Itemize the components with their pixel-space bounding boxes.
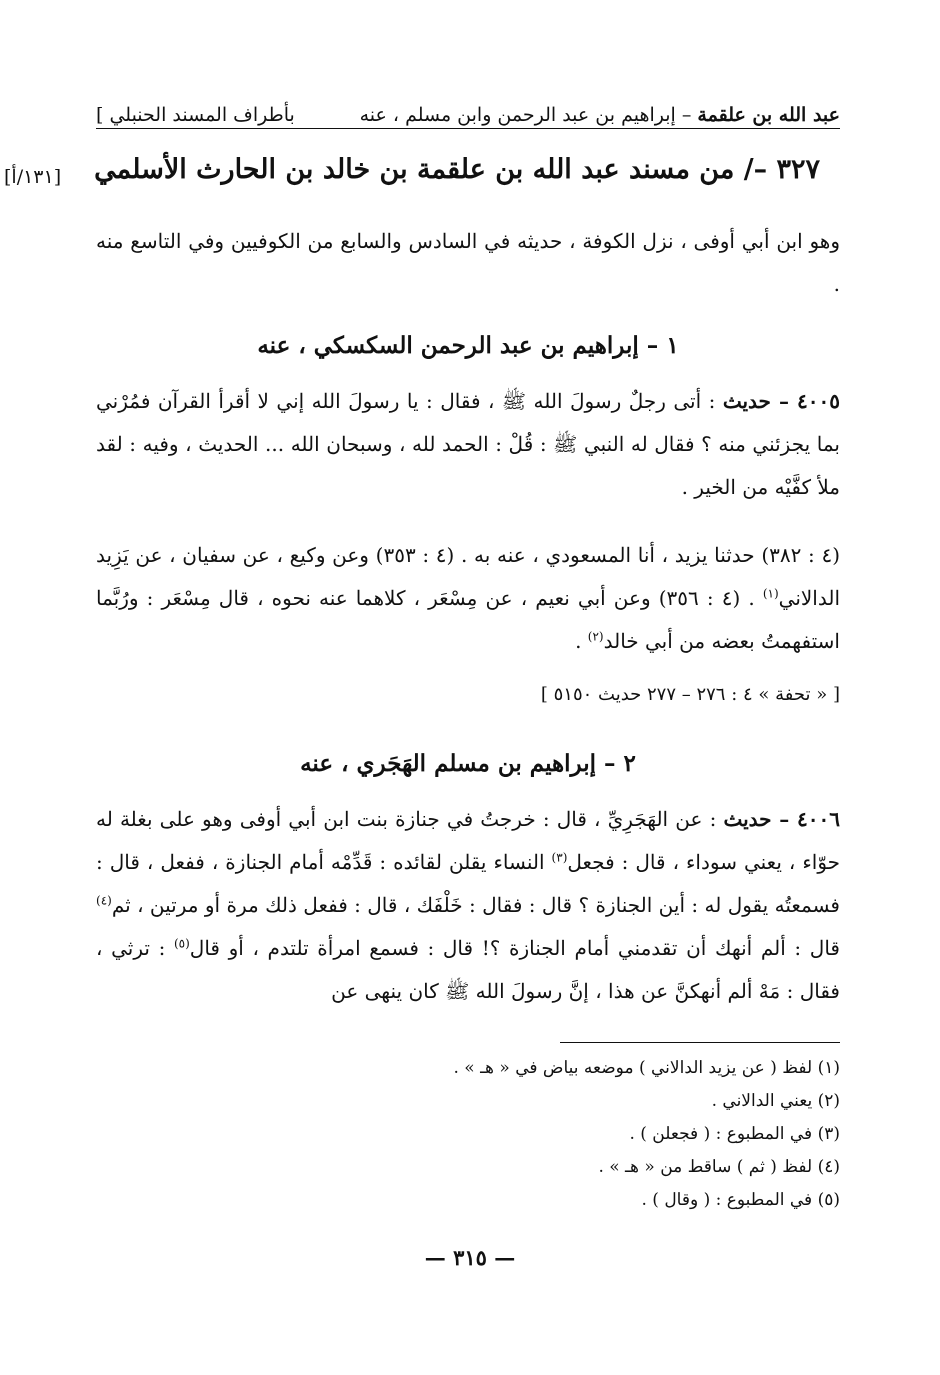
footnote-ref-3[interactable]: (٣): [551, 850, 568, 865]
subsection-title-1: ١ – إبراهيم بن عبد الرحمن السكسكي ، عنه: [257, 332, 679, 359]
subsection-title-2: ٢ – إبراهيم بن مسلم الهَجَري ، عنه: [300, 750, 636, 777]
hadith-4006: [96, 798, 840, 1013]
footnote-ref-5[interactable]: (٥): [173, 936, 190, 951]
header-names: [360, 104, 840, 126]
footnote-rule: [560, 1042, 840, 1043]
tuhfa-citation: [ « تحفة » ٤ : ٢٧٦ – ٢٧٧ حديث ٥١٥٠ ]: [540, 684, 840, 705]
footnote-3: (٣) في المطبوع : ( فجعلن ) .: [629, 1124, 840, 1144]
footnote-ref-1[interactable]: (١): [762, 586, 779, 601]
header-main-name: عبد الله بن علقمة: [697, 104, 840, 126]
isnad-text: (٤ : ٣٨٢) حدثنا يزيد ، أنا المسعودي ، عنه به . (٤ : ٣٥٣) وعن وكيع ، عن سفيان ، عن يَزِيد الدالاني: [96, 543, 841, 610]
footnotes-list: [453, 1052, 840, 1217]
hadith-text: : عن الهَجَرِيِّ ، قال : خرجتُ في جنازة بنت ابن أبي أوفى وهو على بغلة له حوّاء ، يعني سوداء ، قال : فجعل: [96, 807, 841, 874]
hadith-text: : أتى رجلٌ رسولَ الله ﷺ ، فقال : يا رسولَ الله إني لا أقرأ القرآن فمُرْني بما يجزئني منه ؟ فقال له النبي ﷺ : قُلْ : الحمد لله ، وسبحان الله ... الحديث ، وفيه : لقد ملأ كفَّيْه من الخير .: [96, 389, 840, 499]
footnote-1: (١) لفظ ( عن يزيد الدالاني ) موضعه بياض في « هـ » .: [453, 1058, 840, 1078]
running-header: [96, 92, 840, 126]
section-title: ٣٢٧ –/ من مسند عبد الله بن علقمة بن خالد بن الحارث الأسلمي: [94, 154, 820, 185]
section-intro: وهو ابن أبي أوفى ، نزل الكوفة ، حديثه في السادس والسابع من الكوفيين وفي التاسع منه .: [96, 229, 840, 296]
footnote-ref-2[interactable]: (٢): [587, 629, 604, 644]
hadith-4005: [96, 380, 840, 509]
hadith-text: قال : ألم أنهك أن تقدمني أمام الجنازة ؟! قال : فسمع امرأة تلتدم ، أو قال: [189, 936, 840, 960]
hadith-number: ٤٠٠٦ – حديث: [723, 807, 841, 831]
header-book-title: بأطراف المسند الحنبلي ]: [96, 104, 295, 126]
manuscript-folio-ref: [١٣١/أ]: [4, 166, 62, 188]
footnote-5: (٥) في المطبوع : ( وقال ) .: [641, 1190, 840, 1210]
hadith-text: النساء يقلن لقائده : قَدِّمْه أمام الجنازة ، ففعل ، قال : فسمعتُه يقول له : أين الجنازة ؟ قال : فقال : خَلْفَك ، قال : ففعل ذلك مرة أو مرتين ، ثم: [96, 850, 840, 917]
hadith-text: : ترثي ، فقال : مَهْ ألم أنهكنَّ عن هذا ، إنَّ رسولَ الله ﷺ كان ينهى عن: [96, 936, 840, 1003]
isnad-text: .: [575, 629, 582, 653]
footnote-2: (٢) يعني الدالاني .: [711, 1091, 840, 1111]
header-sub-names: – إبراهيم بن عبد الرحمن وابن مسلم ، عنه: [359, 104, 692, 126]
isnad-4005: [96, 534, 840, 663]
header-rule: [96, 128, 840, 129]
hadith-number: ٤٠٠٥ – حديث: [722, 389, 840, 413]
footnote-ref-4[interactable]: (٤): [96, 893, 112, 908]
page-number: — ٣١٥ —: [424, 1245, 516, 1270]
isnad-text: . (٤ : ٣٥٦) وعن أبي نعيم ، عن مِسْعَر ، كلاهما عنه نحوه ، قال مِسْعَر : ورُبَّما استفهمتُ بعضه من أبي خالد: [96, 586, 840, 653]
footnote-4: (٤) لفظ ( ثم ) ساقط من « هـ » .: [598, 1157, 840, 1177]
